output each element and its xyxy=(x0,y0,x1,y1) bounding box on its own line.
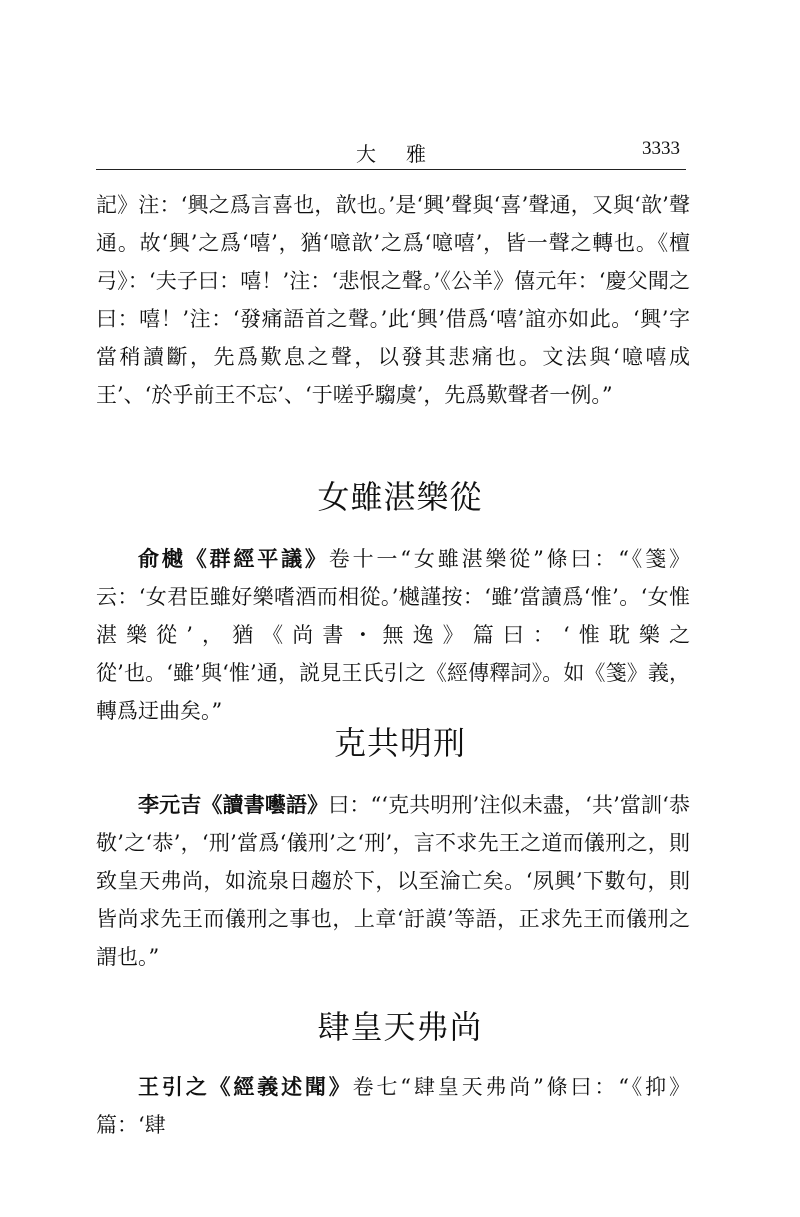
running-head xyxy=(96,138,696,168)
paragraph-text: 記》注：‘興之爲言喜也，歆也。’是‘興’聲與‘喜’聲通，又與‘歆’聲通。故‘興’之爲‘嘻’，猶‘噫歆’之爲‘噫嘻’，皆一聲之轉也。《檀弓》：‘夫子曰：嘻！’注：‘悲恨之聲。’《公羊》僖元年：‘慶父聞之曰：嘻！’注：‘發痛語首之聲。’此‘興’借爲‘嘻’誼亦如此。‘興’字當稍讀斷，先爲歎息之聲，以發其悲痛也。文法與‘噫嘻成王’、‘於乎前王不忘’、‘于嗟乎騶虞’，先爲歎聲者一例。” xyxy=(96,193,690,407)
section-heading: 女雖湛樂從 xyxy=(317,478,483,516)
section-heading: 克共明刑 xyxy=(333,724,466,762)
section-paragraph xyxy=(96,786,690,976)
page-number: 3333 xyxy=(642,138,680,159)
source-citation: 俞樾《群經平議》 xyxy=(138,546,329,571)
paragraph-text: 曰：“‘克共明刑’注似未盡，‘共’當訓‘恭敬’之‘恭’，‘刑’當爲‘儀刑’之‘刑’，言不求先王之道而儀刑之，則致皇天弗尚，如流泉日趨於下，以至淪亡矣。‘夙興’下數句，則皆尚求先王而儀刑之事也，上章‘訏謨’等語，正求先王而儀刑之謂也。” xyxy=(96,793,690,969)
running-head-title: 大雅 xyxy=(356,142,456,166)
paragraph-text: 卷十一“女雖湛樂從”條曰：“《箋》云：‘女君臣雖好樂嗜酒而相從。’樾謹按：‘雖’當讀爲‘惟’。‘女惟湛樂從’，猶《尚書・無逸》篇曰：‘惟耽樂之從’也。‘雖’與‘惟’通，説見王氏引之《經傳釋詞》。如《箋》義，轉爲迂曲矣。” xyxy=(96,547,690,723)
header-rule xyxy=(96,169,686,170)
source-citation: 李元吉《讀書囈語》 xyxy=(138,792,329,817)
source-citation: 王引之《經義述聞》 xyxy=(138,1074,353,1099)
section-paragraph xyxy=(96,540,690,730)
continuation-paragraph xyxy=(96,186,690,414)
section-heading: 肆皇天弗尚 xyxy=(317,1008,483,1046)
paragraph-text: 卷七“肆皇天弗尚”條曰：“《抑》篇：‘肆 xyxy=(96,1075,690,1137)
section-paragraph xyxy=(96,1068,690,1144)
